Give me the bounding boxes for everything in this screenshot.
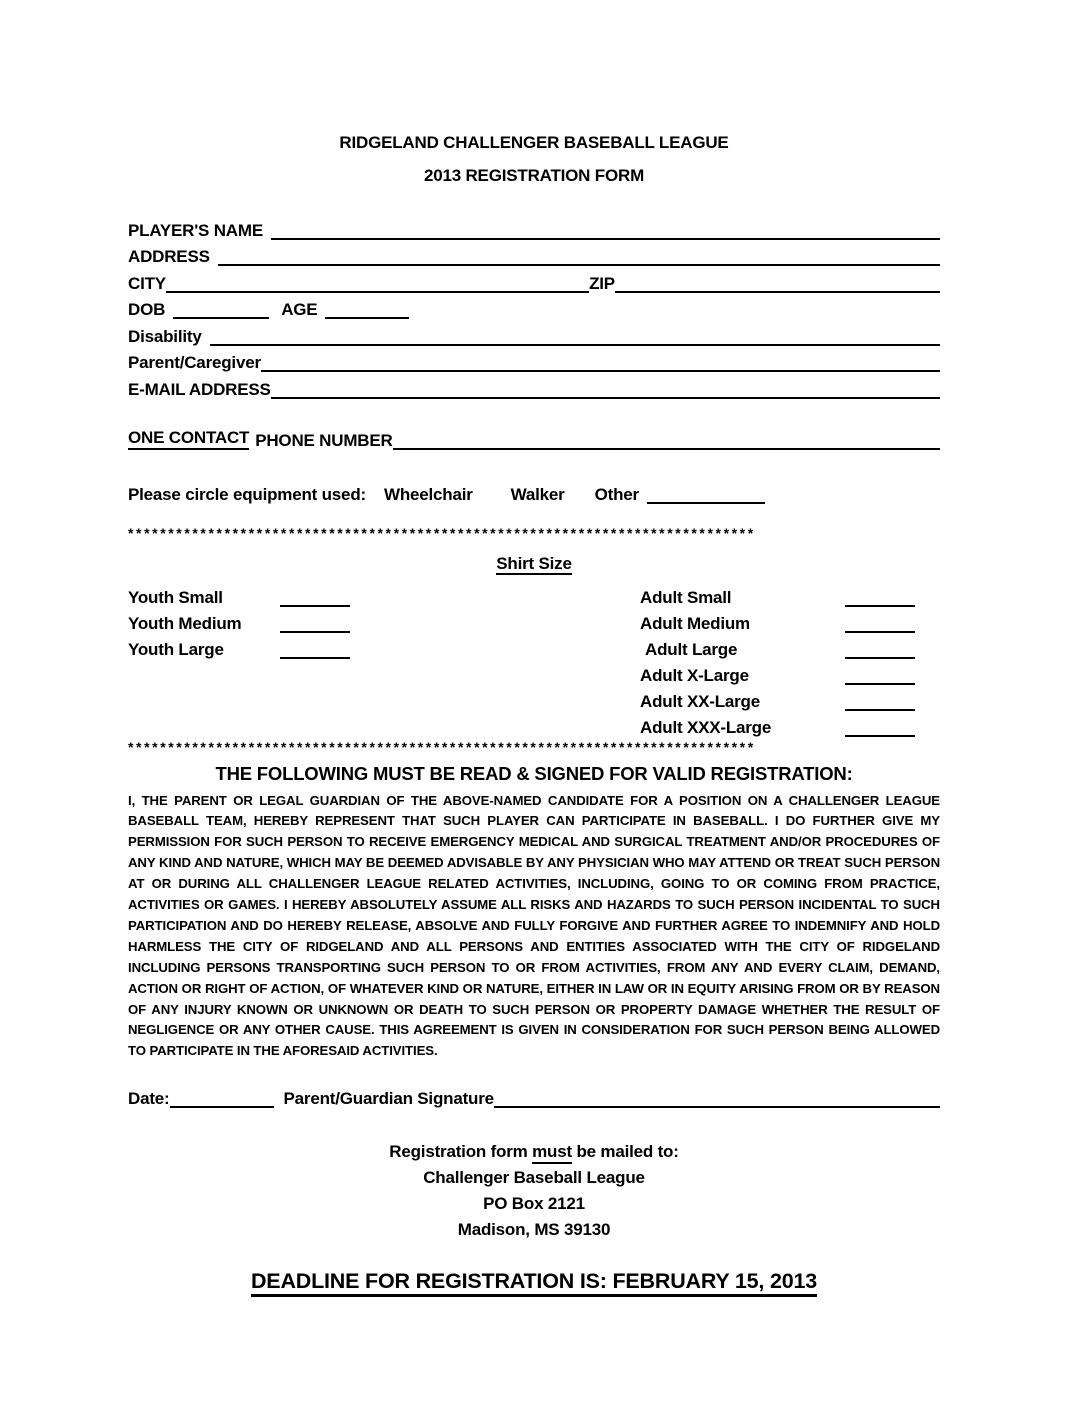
mailing-pobox-line: PO Box 2121 [483,1193,585,1213]
signature-input-line[interactable] [494,1089,940,1108]
dob-label: DOB [128,300,166,319]
shirt-row-youth-medium [128,607,468,633]
shirt-size-heading [128,554,940,574]
adult-xxlarge-input-line[interactable] [845,692,915,711]
adult-xlarge-input-line[interactable] [845,666,915,685]
mailing-block [128,1139,940,1243]
equipment-prompt: Please circle equipment used: [128,484,366,504]
equipment-option-other-label[interactable]: Other [594,484,639,504]
city-label: CITY [128,273,166,293]
shirt-row-adult-xlarge [640,659,940,685]
field-row-city-zip [128,266,940,293]
shirt-row-adult-xxxlarge [640,711,940,737]
personal-info-section [128,213,940,399]
field-row-parent-caregiver [128,346,940,373]
asterisk-separator-top: ****************************************************************************** [128,524,756,541]
adult-xxxlarge-label: Adult XXX-Large [640,717,772,737]
parent-caregiver-input-line[interactable] [261,353,940,372]
field-row-dob-age [128,293,940,320]
agreement-body-text: I, THE PARENT OR LEGAL GUARDIAN OF THE ABOVE-NAMED CANDIDATE FOR A POSITION ON A CHALLENGER LEAGUE BASEBALL TEAM, HEREBY REPRESENT THAT SUCH PLAYER CAN PARTICIPATE IN BASEBALL. I DO FURTHER GIVE MY PERMISSION FOR SUCH PERSON TO RECEIVE EMERGENCY MEDICAL AND SURGICAL TREATMENT AND/OR PROCEDURES OF ANY KIND AND NATURE, WHICH MAY BE DEEMED ADVISABLE BY ANY PHYSICIAN WHO MAY ATTEND OR TREAT SUCH PERSON AT OR DURING ALL CHALLENGER LEAGUE RELATED ACTIVITIES, INCLUDING, GOING TO OR COMING FROM PRACTICE, ACTIVITIES OR GAMES. I HEREBY ABSOLUTELY ASSUME ALL RISKS AND HAZARDS TO SUCH PERSON INCIDENTAL TO SUCH PARTICIPATION AND DO HEREBY RELEASE, ABSOLVE AND FULLY FORGIVE AND FURTHER AGREE TO INDEMNIFY AND HOLD HARMLESS THE CITY OF RIDGELAND AND ALL PERSONS AND ENTITIES ASSOCIATED WITH THE CITY OF RIDGELAND INCLUDING PERSONS TRANSPORTING SUCH PERSON TO OR FROM ACTIVITIES, FROM ANY AND EVERY CLAIM, DEMAND, ACTION OR RIGHT OF ACTION, OF WHATEVER KIND OR NATURE, EITHER IN LAW OR IN EQUITY ARISING FROM OR BY REASON OF ANY INJURY KNOWN OR UNKNOWN OR DEATH TO SUCH PERSON OR PROPERTY DAMAGE WHETHER THE RESULT OF NEGLIGENCE OR ANY OTHER CAUSE. THIS AGREEMENT IS GIVEN IN CONSIDERATION FOR SUCH PERSON BEING ALLOWED TO PARTICIPATE IN THE AFORESAID ACTIVITIES. [128,792,940,1059]
equipment-other-input-line[interactable] [647,485,765,504]
dob-input-line[interactable] [173,300,269,319]
adult-small-input-line[interactable] [845,588,915,607]
equipment-option-wheelchair[interactable]: Wheelchair [383,484,473,504]
email-input-line[interactable] [271,380,940,399]
shirt-row-youth-small [128,581,468,607]
shirt-row-adult-xxlarge [640,685,940,711]
youth-small-input-line[interactable] [280,588,350,607]
field-row-contact-phone [128,424,940,451]
deadline-line [128,1269,940,1294]
adult-medium-label: Adult Medium [640,613,750,633]
form-title: RIDGELAND CHALLENGER BASEBALL LEAGUE [339,133,729,152]
players-name-label: PLAYER'S NAME [128,220,263,240]
youth-medium-input-line[interactable] [280,614,350,633]
signature-row [128,1081,940,1108]
phone-number-input-line[interactable] [393,431,940,450]
mailing-instruction-post: be mailed to: [571,1141,679,1161]
equipment-row [128,477,940,504]
youth-large-label: Youth Large [128,639,224,659]
adult-xxlarge-label: Adult XX-Large [640,691,760,711]
mailing-instruction-must: must [532,1142,572,1164]
adult-large-input-line[interactable] [845,640,915,659]
adult-medium-input-line[interactable] [845,614,915,633]
players-name-input-line[interactable] [271,221,940,240]
field-row-players-name [128,213,940,240]
disability-input-line[interactable] [210,327,940,346]
shirt-size-adult-column [640,581,940,737]
shirt-row-youth-large [128,633,468,659]
adult-small-label: Adult Small [640,587,732,607]
email-label: E-MAIL ADDRESS [128,379,271,399]
mailing-instruction-line [128,1139,940,1165]
agreement-heading: THE FOLLOWING MUST BE READ & SIGNED FOR VALID REGISTRATION: [215,762,853,784]
date-input-line[interactable] [170,1089,274,1108]
zip-input-line[interactable] [615,274,940,293]
zip-label: ZIP [589,273,615,293]
shirt-size-section [128,581,940,737]
age-input-line[interactable] [325,300,409,319]
shirt-row-adult-medium [640,607,940,633]
shirt-size-heading-text: Shirt Size [496,553,572,573]
field-row-email [128,372,940,399]
shirt-size-youth-column [128,581,468,659]
deadline-text: DEADLINE FOR REGISTRATION IS: FEBRUARY 15, 2013 [251,1269,817,1297]
city-input-line[interactable] [166,274,589,293]
field-row-address [128,240,940,267]
equipment-option-walker[interactable]: Walker [510,484,565,504]
adult-xxxlarge-input-line[interactable] [845,718,915,737]
mailing-instruction-pre: Registration form [389,1141,533,1161]
address-input-line[interactable] [218,247,940,266]
form-subtitle: 2013 REGISTRATION FORM [423,166,645,185]
field-row-disability [128,319,940,346]
asterisk-separator-bottom: ****************************************************************************** [128,738,756,755]
youth-large-input-line[interactable] [280,640,350,659]
adult-large-label: Adult Large [645,639,738,659]
parent-caregiver-label: Parent/Caregiver [128,353,261,372]
signature-label: Parent/Guardian Signature [283,1088,494,1108]
youth-small-label: Youth Small [128,587,223,607]
mailing-citystate-line: Madison, MS 39130 [457,1219,611,1239]
age-label: AGE [281,300,318,319]
adult-xlarge-label: Adult X-Large [640,665,749,685]
mailing-org-line: Challenger Baseball League [423,1167,645,1187]
disability-label: Disability [128,326,202,346]
youth-medium-label: Youth Medium [128,613,242,633]
shirt-row-adult-small [640,581,940,607]
phone-number-label: PHONE NUMBER [255,431,393,450]
address-label: ADDRESS [128,247,210,266]
one-contact-label: ONE CONTACT [128,428,249,450]
shirt-row-adult-large [640,633,940,659]
date-label: Date: [128,1088,170,1108]
